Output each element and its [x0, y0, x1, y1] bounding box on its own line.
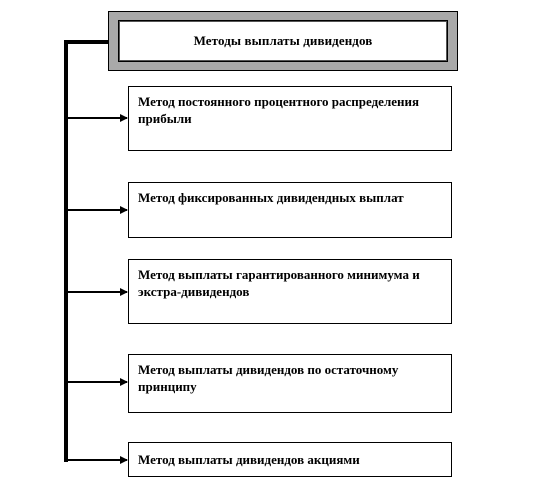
method-box-percentage-distribution: Метод постоянного процентного распределения прибыли	[128, 86, 452, 151]
method-box-stock-dividends: Метод выплаты дивидендов акциями	[128, 442, 452, 477]
diagram-title: Методы выплаты дивидендов	[118, 20, 448, 62]
method-box-guaranteed-minimum: Метод выплаты гарантированного минимума и экстра-дивидендов	[128, 259, 452, 324]
method-box-fixed-payments: Метод фиксированных дивидендных выплат	[128, 182, 452, 238]
method-box-residual-principle: Метод выплаты дивидендов по остаточному принципу	[128, 354, 452, 413]
title-box	[108, 11, 458, 71]
